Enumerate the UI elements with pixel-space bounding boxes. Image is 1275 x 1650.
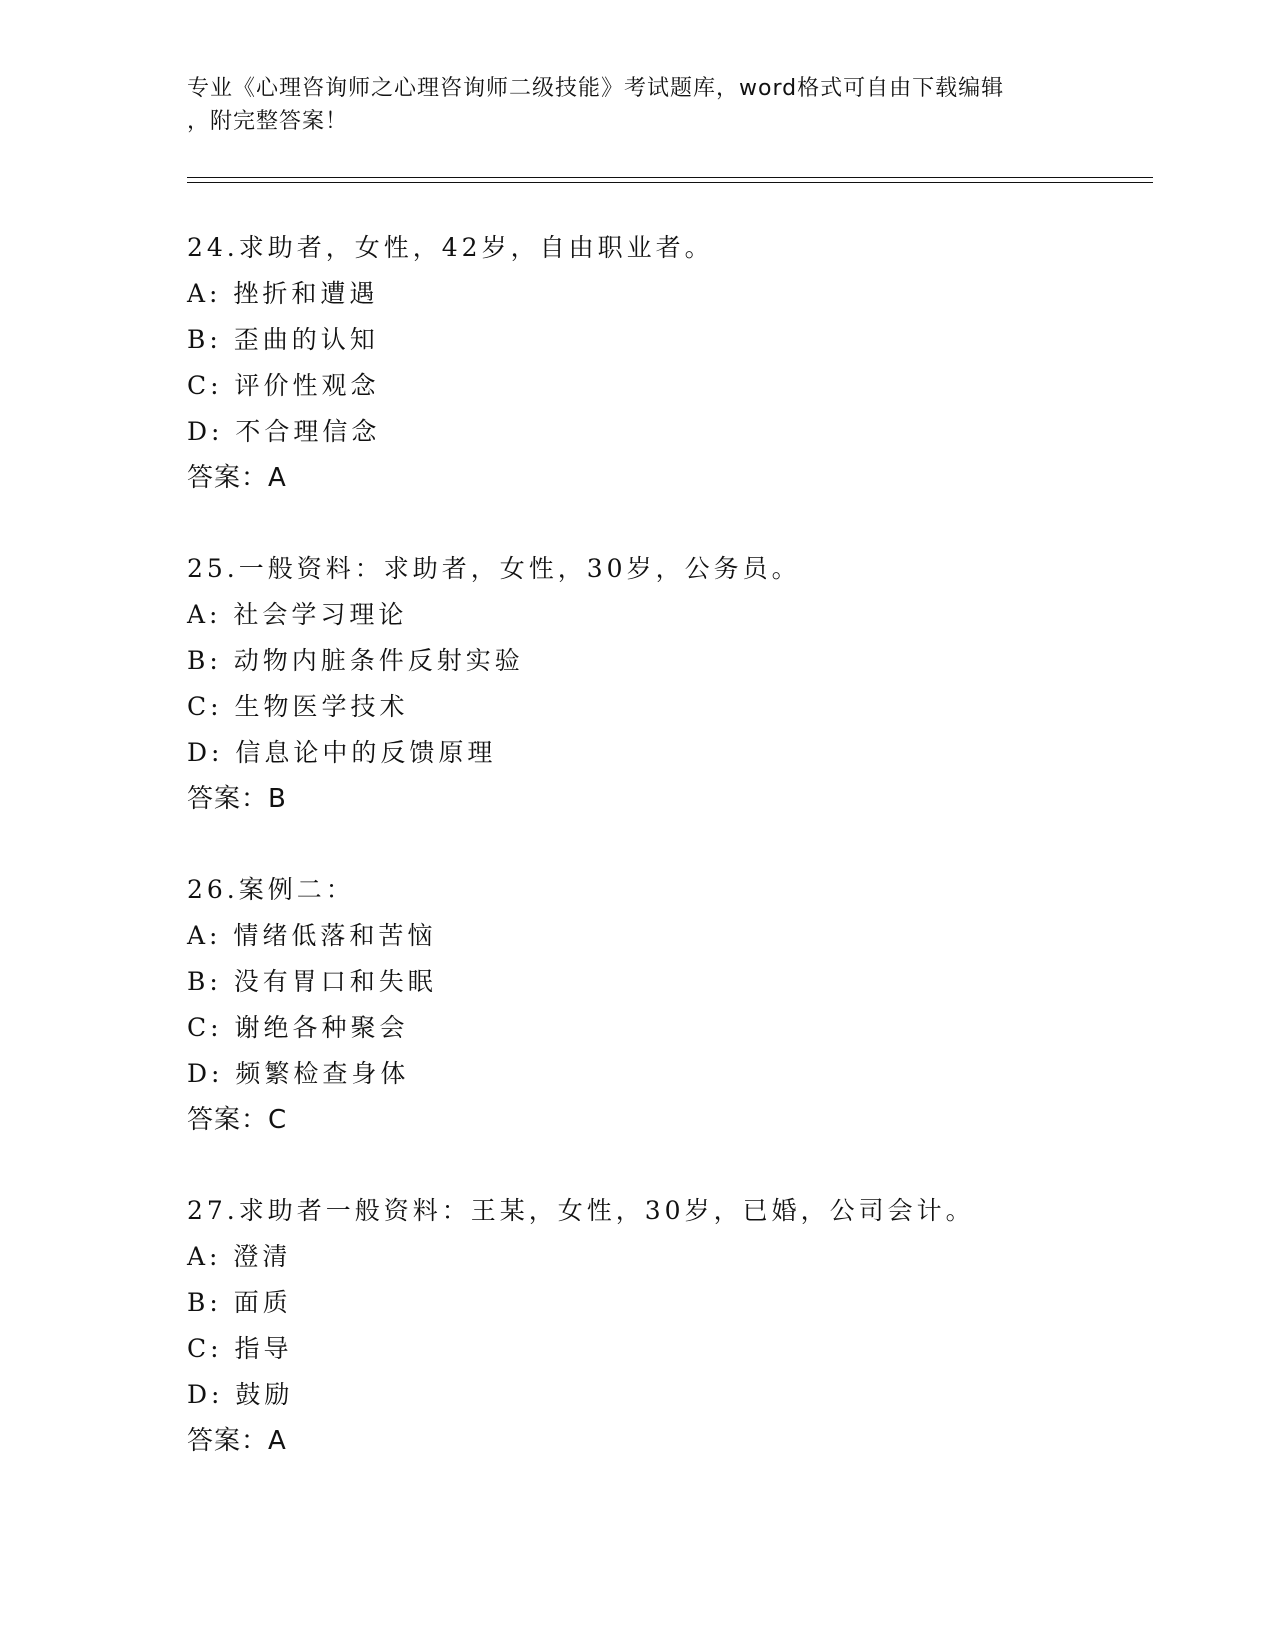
option-d: D: 信息论中的反馈原理 <box>187 738 497 767</box>
question-stem: 24.求助者，女性，42岁，自由职业者。 <box>187 233 714 262</box>
answer-label: 答案：C <box>187 1105 288 1135</box>
option-a: A: 情绪低落和苦恼 <box>187 921 437 950</box>
option-c: C: 谢绝各种聚会 <box>187 1013 409 1042</box>
question-stem: 27.求助者一般资料：王某，女性，30岁，已婚，公司会计。 <box>187 1196 975 1225</box>
header-divider-bottom <box>187 182 1153 183</box>
option-b: B: 面质 <box>187 1288 292 1317</box>
option-b: B: 没有胃口和失眠 <box>187 967 437 996</box>
answer-label: 答案：A <box>187 463 287 493</box>
question-26 <box>187 867 1147 1143</box>
option-a: A: 挫折和遭遇 <box>187 279 379 308</box>
header-divider-top <box>187 177 1153 178</box>
question-stem: 25.一般资料：求助者，女性，30岁，公务员。 <box>187 554 801 583</box>
option-c: C: 评价性观念 <box>187 371 380 400</box>
option-c: C: 指导 <box>187 1334 293 1363</box>
option-a: A: 澄清 <box>187 1242 292 1271</box>
header-line-2: ，附完整答案！ <box>187 109 349 134</box>
question-stem: 26.案例二： <box>187 875 355 904</box>
option-c: C: 生物医学技术 <box>187 692 409 721</box>
option-a: A: 社会学习理论 <box>187 600 408 629</box>
question-25 <box>187 546 1147 822</box>
answer-label: 答案：A <box>187 1426 287 1456</box>
question-24 <box>187 225 1147 501</box>
option-d: D: 频繁检查身体 <box>187 1059 410 1088</box>
answer-label: 答案：B <box>187 784 287 814</box>
option-b: B: 歪曲的认知 <box>187 325 379 354</box>
option-b: B: 动物内脏条件反射实验 <box>187 646 524 675</box>
header-line-1: 专业《心理咨询师之心理咨询师二级技能》考试题库，word格式可自由下载编辑 <box>187 76 1005 101</box>
question-27 <box>187 1188 1147 1464</box>
option-d: D: 不合理信念 <box>187 417 381 446</box>
option-d: D: 鼓励 <box>187 1380 294 1409</box>
document-header <box>187 72 1087 138</box>
